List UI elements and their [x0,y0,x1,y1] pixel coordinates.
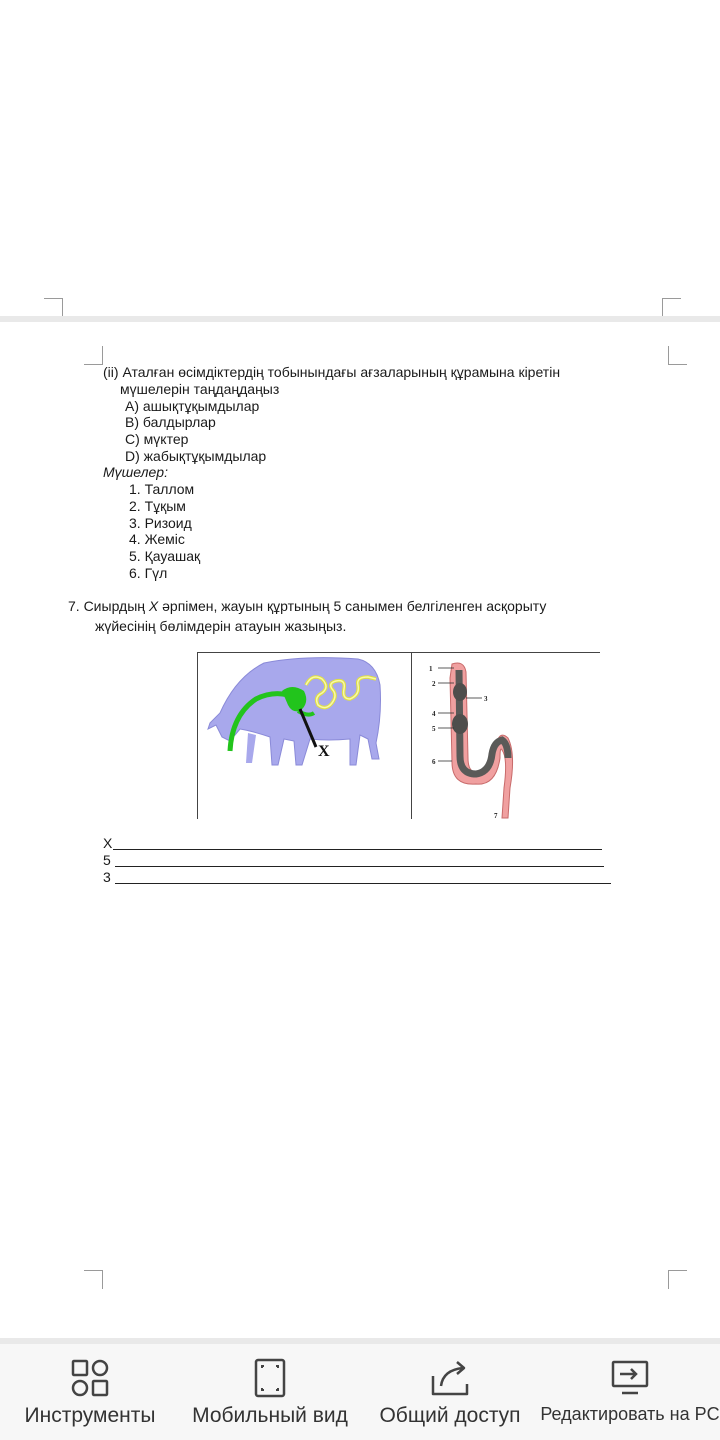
cow-digestive-figure [200,655,408,775]
figure-top-border [197,652,600,653]
monitor-icon [610,1358,650,1398]
page-corner-mark [668,346,687,365]
mobile-view-button[interactable] [180,1344,360,1440]
option-c: C) мүктер [125,431,189,447]
answer-line-x[interactable] [113,849,602,850]
worm-label: 6 [432,758,436,766]
page-corner-mark [84,346,103,365]
worm-label: 2 [432,680,436,688]
worm-label: 5 [432,725,436,733]
worm-label: 3 [484,695,488,703]
worm-label: 4 [432,710,436,718]
member-item: 6. Гүл [129,565,168,581]
question-7-x-letter: X [148,598,159,614]
cow-leg-front [246,733,256,763]
cow-body [208,658,381,765]
tools-label: Инструменты [24,1404,156,1427]
mobile-view-label: Мобильный вид [192,1404,348,1427]
question-7-line2: жүйесінің бөлімдерін атауын жазыңыз. [95,618,347,634]
cow-label-x: X [318,743,330,760]
page-corner-mark [668,1270,687,1289]
member-item: 2. Тұқым [129,498,186,514]
question-ii-line1 [103,364,560,381]
answer-label-x: X [103,835,113,851]
tools-button[interactable] [10,1344,170,1440]
bottom-toolbar [0,1344,720,1440]
answer-label-3: 3 [103,869,111,885]
member-item: 3. Ризоид [129,515,192,531]
question-7-text-b: әрпімен, жауын құртының 5 санымен белгіленген асқорыту [158,598,547,614]
option-b: B) балдырлар [125,414,216,430]
question-ii-line2: мүшелерін таңдаңдаңыз [120,381,280,397]
question-ii-text: Аталған өсімдіктердің тобынындағы ағзаларының құрамына кіретін [122,364,561,380]
members-title: Мүшелер: [103,464,168,480]
member-item: 1. Таллом [129,481,195,497]
share-icon [429,1358,471,1398]
question-ii-prefix: (ii) [103,364,119,380]
member-item: 5. Қауашақ [129,548,201,564]
tools-icon [70,1358,110,1398]
page-corner-mark [662,298,681,317]
question-7-text-a: . Сиырдың [75,598,149,614]
figure-left-border [197,652,198,819]
document-page-previous [0,0,720,316]
worm-label: 1 [429,665,433,673]
answer-label-5: 5 [103,852,111,868]
mobile-view-icon [253,1358,287,1398]
option-a: A) ашықтұқымдылар [125,398,260,414]
option-d: D) жабықтұқымдылар [125,448,267,464]
page-corner-mark [84,1270,103,1289]
edit-on-pc-button[interactable] [540,1344,720,1440]
share-label: Общий доступ [379,1404,521,1427]
worm-label: 7 [494,812,498,820]
share-button[interactable] [370,1344,530,1440]
worm-gizzard [452,714,468,734]
member-item: 4. Жеміс [129,531,185,547]
answer-line-3[interactable] [115,883,611,884]
edit-on-pc-label: Редактировать на PC [540,1404,720,1424]
question-7-number: 7 [68,598,76,614]
question-7-line1 [68,598,546,615]
worm-crop [453,683,467,701]
earthworm-figure [424,658,524,822]
page-corner-mark [44,298,63,317]
figure-divider [411,652,412,819]
answer-line-5[interactable] [115,866,604,867]
